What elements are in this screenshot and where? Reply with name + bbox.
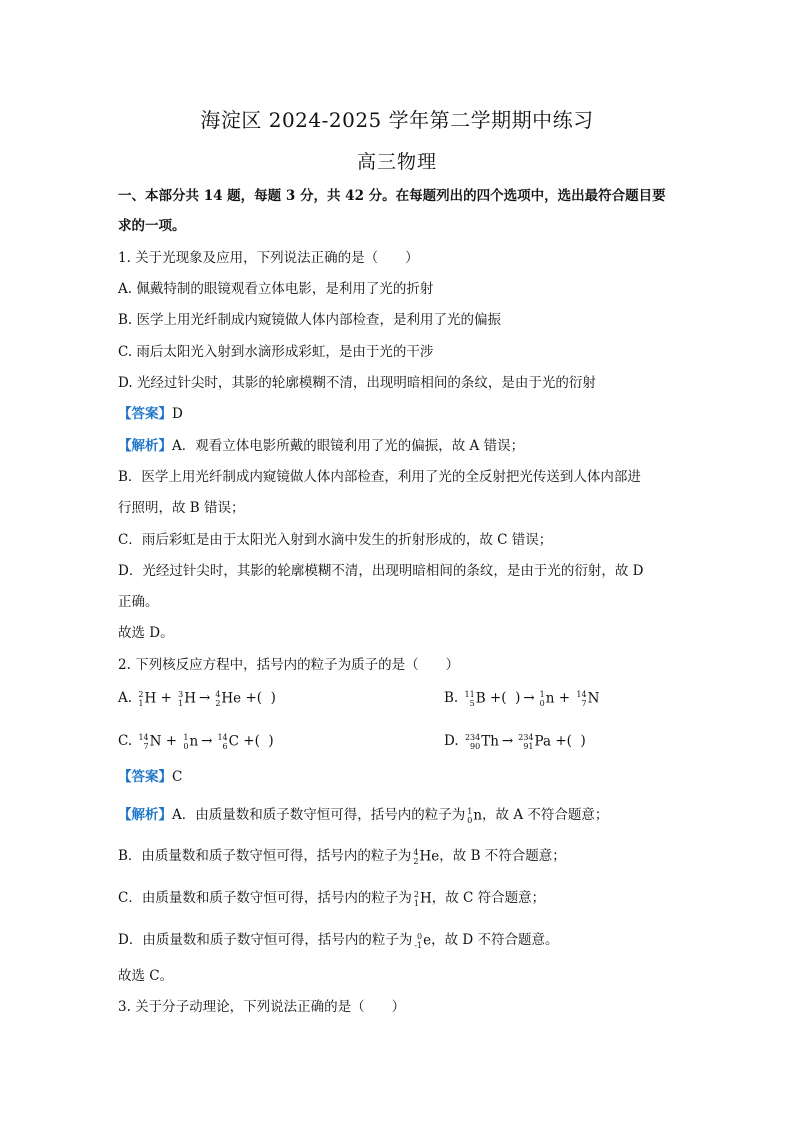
q2-analysis-a-text: A．由质量数和质子数守恒可得，括号内的粒子为 [172,807,466,823]
nuclide-h3: 3 1 H [178,689,196,708]
analysis-tag: 【解析】 [118,807,172,823]
nuclide-n1: 1 0 n [539,689,555,708]
nuclide-n14: 14 7 N [576,689,600,708]
q1-option-a: A. 佩戴特制的眼镜观看立体电影，是利用了光的折射 [118,281,434,297]
nuclide-h2: 2 1 H [138,689,157,708]
q2-option-d: D. 234 90 Th → 234 91 Pa +( ) [444,732,586,751]
q1-option-b: B. 医学上用光纤制成内窥镜做人体内部检查，是利用了光的偏振 [118,312,502,328]
q1-analysis-d2: 正确。 [118,594,159,610]
nuclide-b11: 11 5 B [464,689,486,708]
q2-analysis-c-tail: ，故 C 符合题意； [431,890,546,906]
q2-option-b: B. 11 5 B +( ) → 1 0 n + 14 7 N [444,689,600,708]
nuclide-h2: 2 1 H [413,889,432,908]
section-instructions-line1: 一、本部分共 14 题，每题 3 分，共 42 分。在每题列出的四个选项中，选出最符合题目要 [118,188,666,204]
q2-analysis-d-text: D．由质量数和质子数守恒可得，括号内的粒子为 [118,932,413,948]
nuclide-n1: 1 0 n [183,732,199,751]
q2-option-b-label: B. [444,690,459,706]
answer-tag: 【答案】 [118,769,172,785]
q2-conclusion: 故选 C。 [118,968,174,984]
analysis-tag: 【解析】 [118,438,172,454]
q2-option-d-label: D. [444,733,459,749]
q2-analysis-a [118,805,608,826]
q3-stem: 3. 关于分子动理论，下列说法正确的是（ ） [118,999,406,1015]
q1-answer-value: D [172,406,183,422]
q2-analysis-b [118,846,566,867]
answer-tag: 【答案】 [118,406,172,422]
q2-answer-value: C [172,769,183,785]
q1-analysis-b1: B．医学上用光纤制成内窥镜做人体内部检查，利用了光的全反射把光传送到人体内部进 [118,469,641,485]
q1-analysis-a [118,436,524,456]
nuclide-n1: 1 0 n [467,806,483,825]
q2-option-a: A. 2 1 H + 3 1 H → 4 2 He +( ) [118,689,276,708]
q1-conclusion: 故选 D。 [118,625,174,641]
nuclide-th234: 234 90 Th [464,732,499,751]
nuclide-c14: 14 6 C [217,732,239,751]
q1-analysis-c: C．雨后彩虹是由于太阳光入射到水滴中发生的折射形成的，故 C 错误； [118,532,553,548]
nuclide-e0: 0 -1 e [414,931,432,950]
q2-option-c: C. 14 7 N + 1 0 n → 14 6 C +( ) [118,732,274,751]
document-title: 海淀区 2024-2025 学年第二学期期中练习 [200,108,594,132]
q1-option-c: C. 雨后太阳光入射到水滴形成彩虹，是由于光的干涉 [118,344,434,360]
nuclide-n14: 14 7 N [138,732,162,751]
nuclide-he4: 4 2 He [215,689,242,708]
q1-stem: 1. 关于光现象及应用，下列说法正确的是（ ） [118,250,419,266]
q2-analysis-b-tail: ，故 B 不符合题意； [439,848,566,864]
nuclide-pa234: 234 91 Pa [518,732,552,751]
q2-stem: 2. 下列核反应方程中，括号内的粒子为质子的是（ ） [118,657,460,673]
q2-analysis-d-tail: ，故 D 不符合题意。 [431,932,559,948]
q1-answer [118,404,183,424]
q1-analysis-a-text: A．观看立体电影所戴的眼镜利用了光的偏振，故 A 错误； [172,438,525,454]
q2-option-a-label: A. [118,690,133,706]
nuclide-he4: 4 2 He [413,847,440,866]
q2-analysis-c [118,888,545,909]
q2-analysis-a-tail: ，故 A 不符合题意； [482,807,609,823]
q2-analysis-c-text: C．由质量数和质子数守恒可得，括号内的粒子为 [118,890,412,906]
q1-analysis-d1: D．光经过针尖时，其影的轮廓模糊不清，出现明暗相间的条纹，是由于光的衍射，故 D [118,563,644,579]
q1-analysis-b2: 行照明，故 B 错误； [118,500,245,516]
q2-answer [118,767,182,787]
q1-option-d: D. 光经过针尖时，其影的轮廓模糊不清，出现明暗相间的条纹，是由于光的衍射 [118,375,596,391]
q2-analysis-d [118,930,559,951]
q2-analysis-b-text: B．由质量数和质子数守恒可得，括号内的粒子为 [118,848,412,864]
section-instructions-line2: 求的一项。 [118,218,186,234]
q2-option-c-label: C. [118,733,133,749]
document-subtitle: 高三物理 [356,151,437,173]
